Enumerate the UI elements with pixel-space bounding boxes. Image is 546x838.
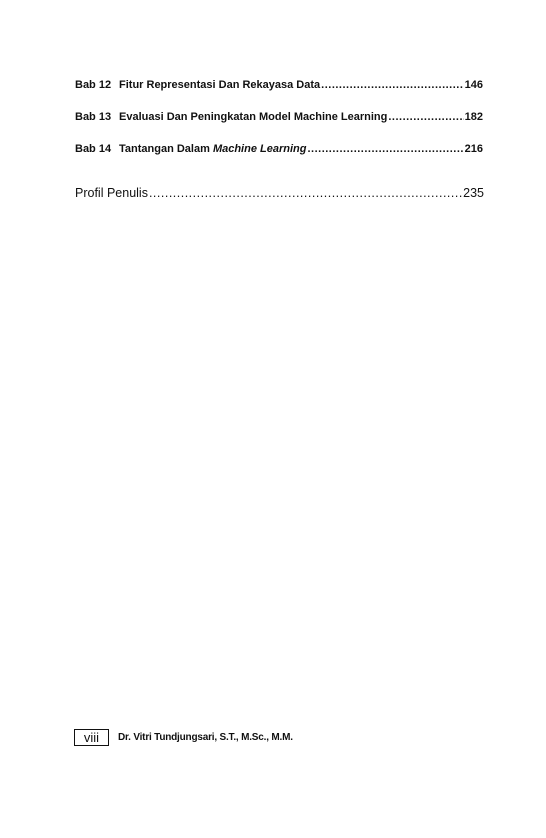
toc-entry-bab-14[interactable] <box>75 142 483 156</box>
chapter-page: 216 <box>464 143 483 155</box>
chapter-title: Fitur Representasi Dan Rekayasa Data <box>119 79 321 91</box>
chapter-title-italic: Machine Learning <box>212 143 307 155</box>
toc-entry-bab-12[interactable] <box>75 78 483 92</box>
profile-title: Profil Penulis <box>75 186 148 200</box>
page-footer <box>74 729 293 746</box>
chapter-number: Bab 12 <box>75 79 112 91</box>
dot-leader <box>321 78 463 92</box>
dot-leader <box>307 142 463 156</box>
chapter-number: Bab 13 <box>75 111 112 123</box>
chapter-page: 146 <box>464 79 483 91</box>
chapter-title-plain: Tantangan Dalam <box>119 143 213 155</box>
footer-author: Dr. Vitri Tundjungsari, S.T., M.Sc., M.M. <box>118 732 293 743</box>
chapter-number: Bab 14 <box>75 143 112 155</box>
toc-entry-profil-penulis[interactable] <box>75 185 484 201</box>
toc-entry-bab-13[interactable] <box>75 110 483 124</box>
dot-leader <box>388 110 463 124</box>
page-number-box: viii <box>74 729 109 746</box>
dot-leader <box>149 185 462 201</box>
chapter-page: 182 <box>464 111 483 123</box>
chapter-title <box>119 142 306 156</box>
chapter-title: Evaluasi Dan Peningkatan Model Machine Learning <box>119 111 388 123</box>
profile-page: 235 <box>463 186 484 200</box>
